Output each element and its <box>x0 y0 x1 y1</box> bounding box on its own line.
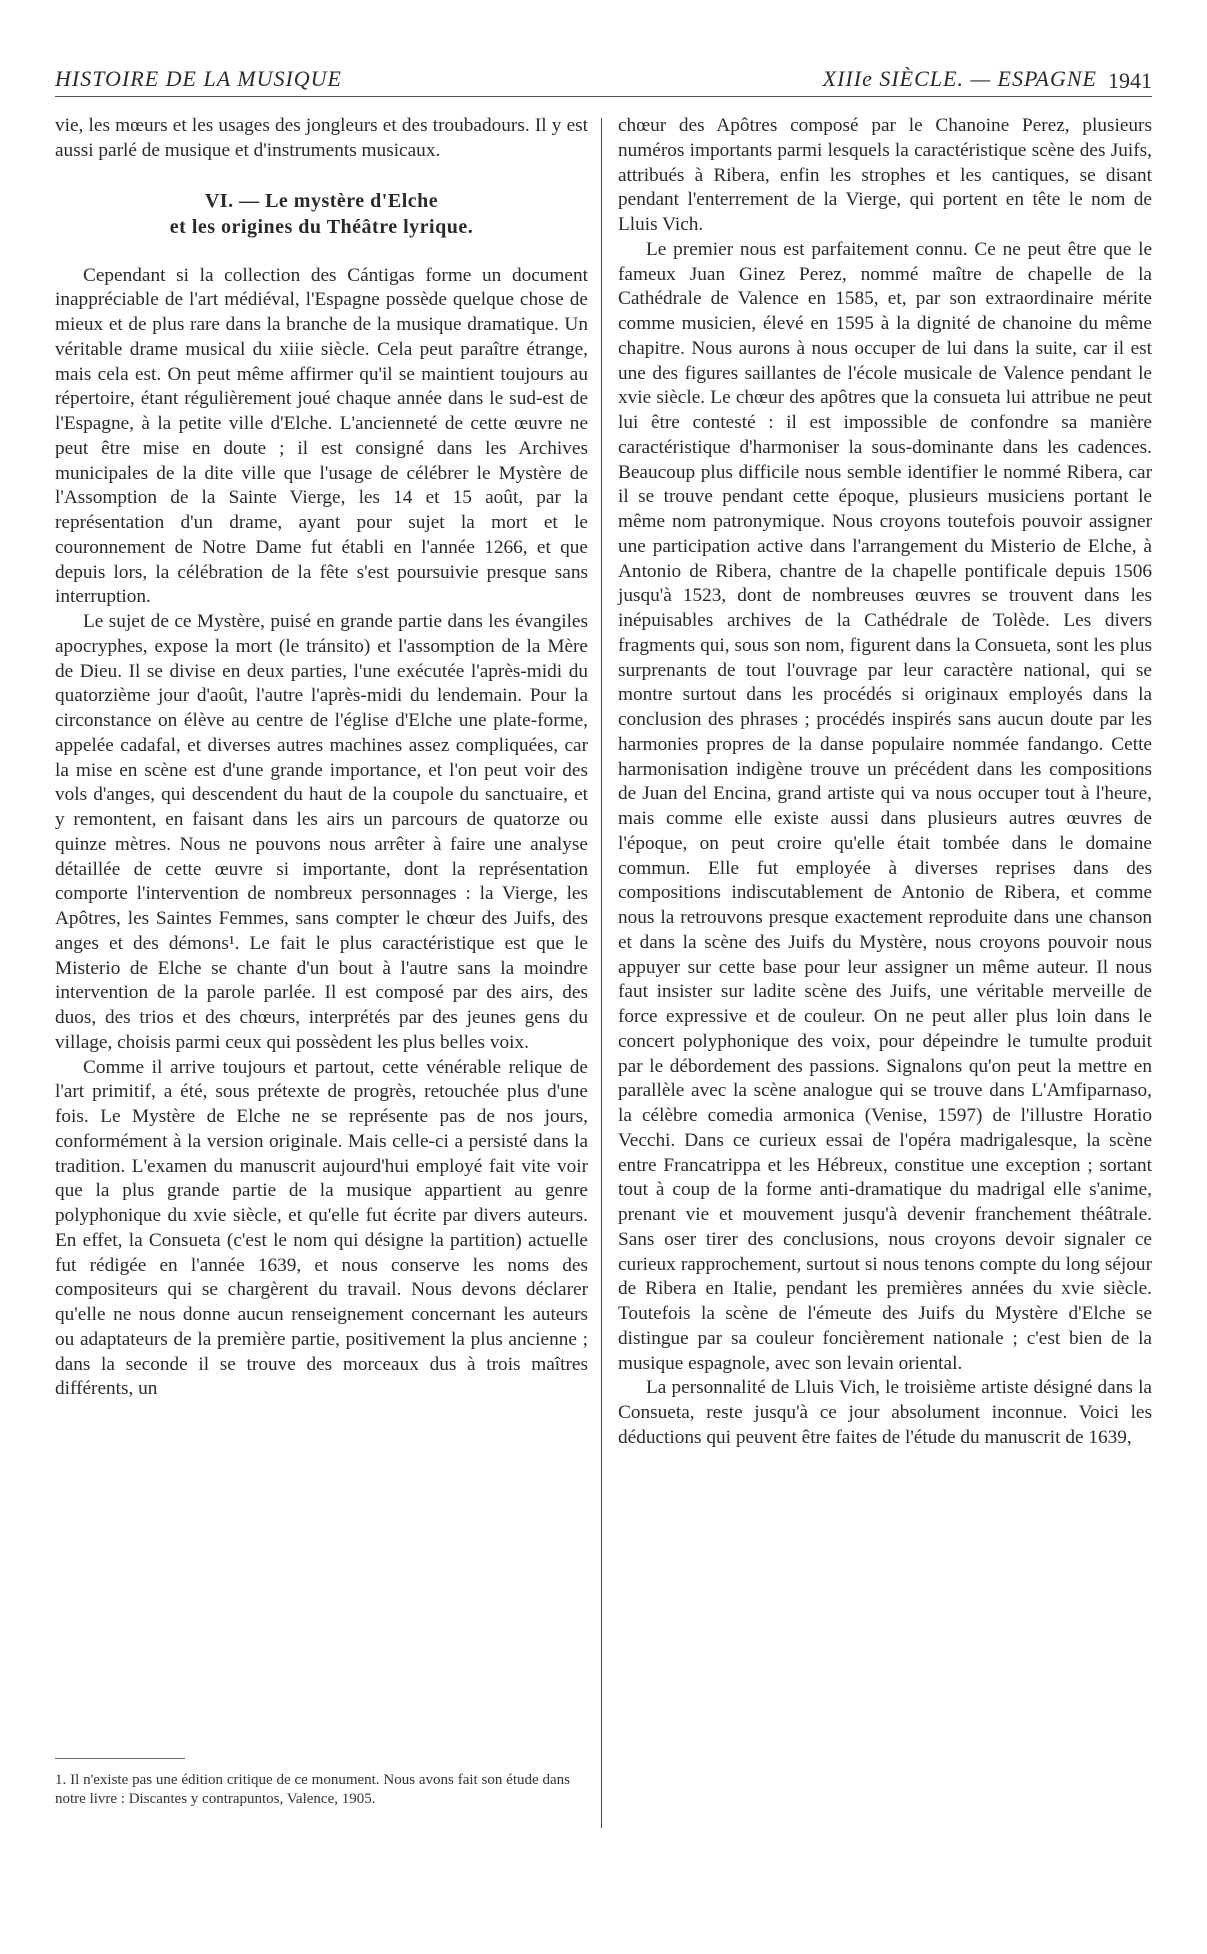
section-heading <box>55 188 588 240</box>
section-heading-line-2: et les origines du Théâtre lyrique. <box>169 215 474 238</box>
paragraph: La personnalité de Lluis Vich, le troisième artiste désigné dans la Consueta, reste jusqu'à ce jour absolument inconnue. Voici les déductions qui peuvent être faites de l'étude du manuscrit de 1639, <box>618 1377 1152 1448</box>
section-heading-line-1: VI. — Le mystère d'Elche <box>204 189 439 212</box>
paragraph: vie, les mœurs et les usages des jongleurs et des troubadours. Il y est aussi parlé de musique et d'instruments musicaux. <box>55 115 588 161</box>
running-title-left: HISTOIRE DE LA MUSIQUE <box>55 66 342 91</box>
footnote: 1. Il n'existe pas une édition critique de ce monument. Nous avons fait son étude dans notre livre : Discantes y contrapuntos, Valence, 1905. <box>55 1772 570 1807</box>
page-number: 1941 <box>1108 68 1152 93</box>
running-title-right: XIIIe SIÈCLE. — ESPAGNE <box>822 66 1097 91</box>
paragraph: Comme il arrive toujours et partout, cette vénérable relique de l'art primitif, a été, sous prétexte de progrès, retouchée plus d'une fois. Le Mystère de Elche ne se représente pas de nos jours, conformément à la version originale. Mais celle-ci a persisté dans la tradition. L'examen du manuscrit aujourd'hui employé fait vite voir que la plus grande partie de la musique appartient au genre polyphonique du xvie siècle, et qu'elle fut écrite par divers auteurs. En effet, la Consueta (c'est le nom qui désigne la partition) actuelle fut rédigée en l'année 1639, et nous conserve les noms des compositeurs qui se chargèrent du travail. Nous devons déclarer qu'elle ne nous donne aucun renseignement concernant les auteurs ou adaptateurs de la première partie, positivement la plus ancienne ; dans la seconde il se trouve des morceaux dus à trois maîtres différents, un <box>55 1056 588 1400</box>
paragraph: Le sujet de ce Mystère, puisé en grande partie dans les évangiles apocryphes, expose la mort (le tránsito) et l'assomption de la Mère de Dieu. Il se divise en deux parties, l'une exécutée l'après-midi du quatorzième jour d'août, l'autre l'après-midi du lendemain. Pour la circonstance on élève au centre de l'église d'Elche une plate-forme, appelée cadafal, et diverses autres machines assez compliquées, car la mise en scène est d'une grande importance, et l'on peut voir des vols d'anges, qui descendent du haut de la coupole du sanctuaire, et y remontent, en faisant dans les airs un parcours de quatorze ou quinze mètres. Nous ne pouvons nous arrêter à faire une analyse détaillée de cette œuvre si importante, dont la représentation comporte l'intervention de nombreux personnages : la Vierge, les Apôtres, les Saintes Femmes, sans compter le chœur des Juifs, des anges et des démons¹. Le fait le plus caractéristique est que le Misterio de Elche se chante d'un bout à l'autre sans la moindre intervention de la parole parlée. Il est composé par des airs, des duos, des trios et des chœurs, interprétés par des jeunes gens du village, choisis parmi ceux qui possèdent les plus belles voix. <box>55 611 588 1053</box>
footnote-rule <box>55 1758 185 1759</box>
paragraph: chœur des Apôtres composé par le Chanoine Perez, plusieurs numéros importants parmi lesquels la caractéristique scène des Juifs, attribués à Ribera, enfin les strophes et les cantiques, se disant pendant l'enterrement de la Vierge, qui portent en tête le nom de Lluis Vich. <box>618 115 1152 235</box>
right-column <box>618 114 1152 1451</box>
paragraph: Le premier nous est parfaitement connu. Ce ne peut être que le fameux Juan Ginez Perez, nommé maître de chapelle de la Cathédrale de Valence en 1585, et, par son extraordinaire mérite comme musicien, élevé en 1595 à la dignité de chanoine du même chapitre. Nous aurons à nous occuper de lui dans la suite, car il est une des figures saillantes de l'école musicale de Valence pendant le xvie siècle. Le chœur des apôtres que la consueta lui attribue ne peut lui être contesté : il est impossible de confondre sa manière caractéristique d'harmoniser la sous-dominante dans les cadences. Beaucoup plus difficile nous semble identifier le nommé Ribera, car il se trouve pendant cette époque, plusieurs musiciens portant le même nom patronymique. Nous croyons toutefois pouvoir assigner une participation active dans l'arrangement du Misterio de Elche, à Antonio de Ribera, chantre de la chapelle pontificale depuis 1506 jusqu'à 1523, dont de nombreuses œuvres se trouvent dans les inépuisables archives de la Cathédrale de Tolède. Les divers fragments qui, sous son nom, figurent dans la Consueta, sont les plus surprenants de tout l'ouvrage par leur caractère national, qui se montre surtout dans les procédés si originaux employés dans la conclusion des phrases ; procédés inspirés sans aucun doute par les harmonies propres de la danse populaire nommée fandango. Cette harmonisation indigène trouve un précédent dans les compositions de Juan del Encina, grand artiste qui va nous occuper tout à l'heure, mais comme elle existe aussi dans plusieurs autres œuvres de l'époque, on peut croire qu'elle était tombée dans le domaine commun. Elle fut employée à diverses reprises dans des compositions indiscutablement de Antonio de Ribera, et comme nous la retrouvons presque exactement reproduite dans une chanson et dans la scène des Juifs du Mystère, nous croyons pouvoir nous appuyer sur cette base pour leur assigner un même auteur. Il nous faut insister sur ladite scène des Juifs, une véritable merveille de force expressive et de couleur. On ne peut aller plus loin dans le concert polyphonique des voix, pour dépeindre le tumulte produit par le débordement des passions. Signalons qu'on peut la mettre en parallèle avec la scène analogue qui se trouve dans L'Amfiparnaso, la célèbre comedia armonica (Venise, 1597) de l'illustre Horatio Vecchi. Dans ce curieux essai de l'opéra madrigalesque, la scène entre Francatrippa et les Hébreux, constitue une exception ; sortant tout à coup de la forme anti-dramatique du madrigal elle s'anime, prenant vie et mouvement jusqu'à devenir franchement théâtrale. Sans oser tirer des conclusions, nous croyons devoir signaler ce curieux rapprochement, surtout si nous tenons compte du long séjour de Ribera en Italie, pendant les premières années du xvie siècle. Toutefois la scène de l'émeute des Juifs du Mystère d'Elche se distingue par sa couleur foncièrement nationale ; c'est bien de la musique espagnole, avec son levain oriental. <box>618 238 1152 1374</box>
column-divider <box>601 118 602 1828</box>
left-column <box>55 114 588 1402</box>
running-header <box>55 66 1152 97</box>
paragraph: Cependant si la collection des Cántigas forme un document inappréciable de l'art médiéval, l'Espagne possède quelque chose de mieux et de plus rare dans la branche de la musique dramatique. Un véritable drame musical du xiiie siècle. Cela peut paraître étrange, mais cela est. On peut même affirmer qu'il se maintient toujours au répertoire, étant régulièrement joué chaque année dans le sud-est de l'Espagne, à la petite ville d'Elche. L'ancienneté de cette œuvre ne peut être mise en doute ; il est consigné dans les Archives municipales de la dite ville que l'usage de célébrer le Mystère de l'Assomption de la Sainte Vierge, les 14 et 15 août, par la représentation d'un drame, ayant pour sujet la mort et le couronnement de Notre Dame fut établi en l'année 1266, et que depuis lors, la célébration de la fête s'est poursuivie presque sans interruption. <box>55 264 588 608</box>
